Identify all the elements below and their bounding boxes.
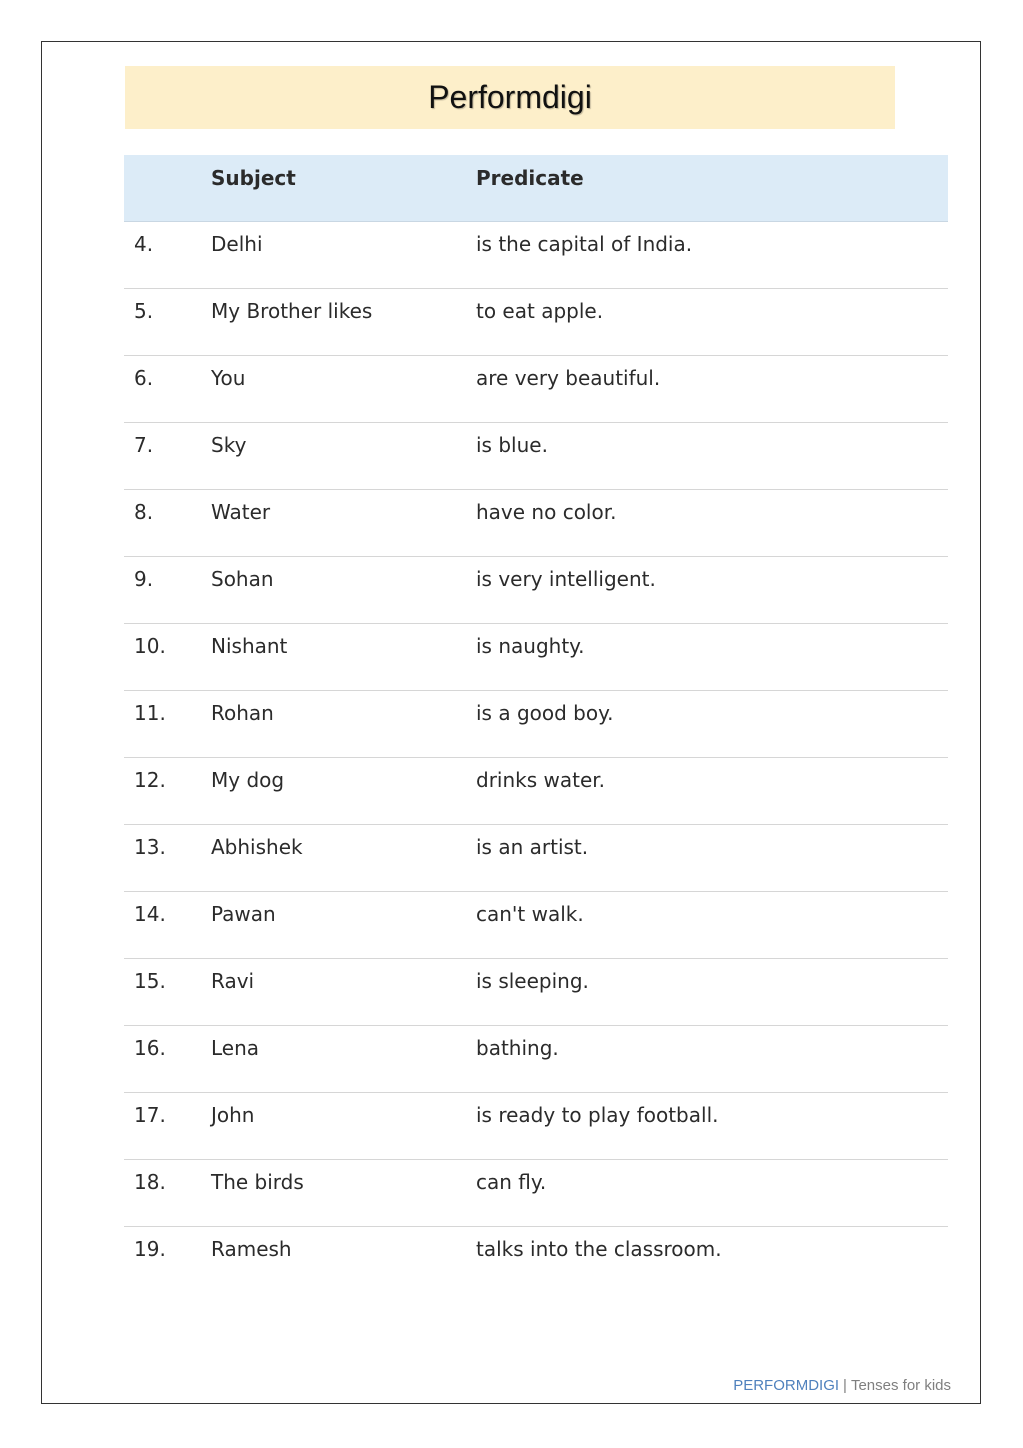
table-row bbox=[124, 1026, 948, 1093]
title-banner bbox=[125, 66, 895, 129]
row-subject: Ravi bbox=[211, 969, 255, 993]
footer-text: Tenses for kids bbox=[850, 1377, 951, 1394]
row-predicate: bathing. bbox=[476, 1036, 559, 1060]
row-subject: Rohan bbox=[211, 701, 274, 725]
table-row bbox=[124, 1160, 948, 1227]
row-number: 6. bbox=[134, 366, 154, 390]
footer-separator: | bbox=[843, 1377, 847, 1394]
row-number: 17. bbox=[134, 1103, 166, 1127]
row-subject: Abhishek bbox=[211, 835, 303, 859]
row-subject: Nishant bbox=[211, 634, 288, 658]
table-row bbox=[124, 892, 948, 959]
table-row bbox=[124, 691, 948, 758]
row-subject: Ramesh bbox=[211, 1237, 292, 1261]
row-number: 16. bbox=[134, 1036, 166, 1060]
row-subject: Water bbox=[211, 500, 271, 524]
table-row bbox=[124, 490, 948, 557]
table-row bbox=[124, 1227, 948, 1293]
row-predicate: is blue. bbox=[476, 433, 548, 457]
row-predicate: have no color. bbox=[476, 500, 617, 524]
header-predicate: Predicate bbox=[476, 166, 584, 190]
row-number: 12. bbox=[134, 768, 166, 792]
row-predicate: is naughty. bbox=[476, 634, 585, 658]
row-number: 11. bbox=[134, 701, 166, 725]
header-subject: Subject bbox=[211, 166, 296, 190]
row-number: 9. bbox=[134, 567, 154, 591]
row-number: 18. bbox=[134, 1170, 166, 1194]
table-row bbox=[124, 624, 948, 691]
table-row bbox=[124, 423, 948, 490]
row-number: 15. bbox=[134, 969, 166, 993]
row-predicate: talks into the classroom. bbox=[476, 1237, 722, 1261]
row-subject: Pawan bbox=[211, 902, 276, 926]
table-row bbox=[124, 356, 948, 423]
table-row bbox=[124, 1093, 948, 1160]
table-row bbox=[124, 959, 948, 1026]
row-subject: Delhi bbox=[211, 232, 263, 256]
row-subject: Sky bbox=[211, 433, 247, 457]
table-row bbox=[124, 557, 948, 624]
row-predicate: is an artist. bbox=[476, 835, 589, 859]
row-number: 10. bbox=[134, 634, 166, 658]
row-predicate: drinks water. bbox=[476, 768, 606, 792]
row-predicate: are very beautiful. bbox=[476, 366, 661, 390]
table-row bbox=[124, 289, 948, 356]
table-header-row bbox=[124, 155, 948, 222]
row-predicate: is ready to play football. bbox=[476, 1103, 719, 1127]
row-number: 14. bbox=[134, 902, 166, 926]
table-row bbox=[124, 758, 948, 825]
row-subject: You bbox=[211, 366, 246, 390]
row-subject: Lena bbox=[211, 1036, 260, 1060]
page-footer bbox=[733, 1377, 951, 1394]
table-row bbox=[124, 222, 948, 289]
row-predicate: is sleeping. bbox=[476, 969, 589, 993]
row-predicate: is the capital of India. bbox=[476, 232, 693, 256]
row-subject: My dog bbox=[211, 768, 285, 792]
row-number: 5. bbox=[134, 299, 154, 323]
footer-brand: PERFORMDIGI bbox=[733, 1377, 840, 1394]
row-number: 8. bbox=[134, 500, 154, 524]
row-number: 7. bbox=[134, 433, 154, 457]
row-predicate: to eat apple. bbox=[476, 299, 604, 323]
row-subject: Sohan bbox=[211, 567, 274, 591]
row-predicate: can't walk. bbox=[476, 902, 584, 926]
subject-predicate-table bbox=[124, 155, 948, 1293]
row-predicate: is a good boy. bbox=[476, 701, 614, 725]
row-predicate: is very intelligent. bbox=[476, 567, 656, 591]
row-number: 13. bbox=[134, 835, 166, 859]
row-subject: My Brother likes bbox=[211, 299, 373, 323]
row-number: 19. bbox=[134, 1237, 166, 1261]
row-predicate: can fly. bbox=[476, 1170, 547, 1194]
page-title: Performdigi bbox=[428, 79, 592, 115]
row-number: 4. bbox=[134, 232, 154, 256]
table-row bbox=[124, 825, 948, 892]
row-subject: John bbox=[211, 1103, 255, 1127]
row-subject: The birds bbox=[211, 1170, 304, 1194]
